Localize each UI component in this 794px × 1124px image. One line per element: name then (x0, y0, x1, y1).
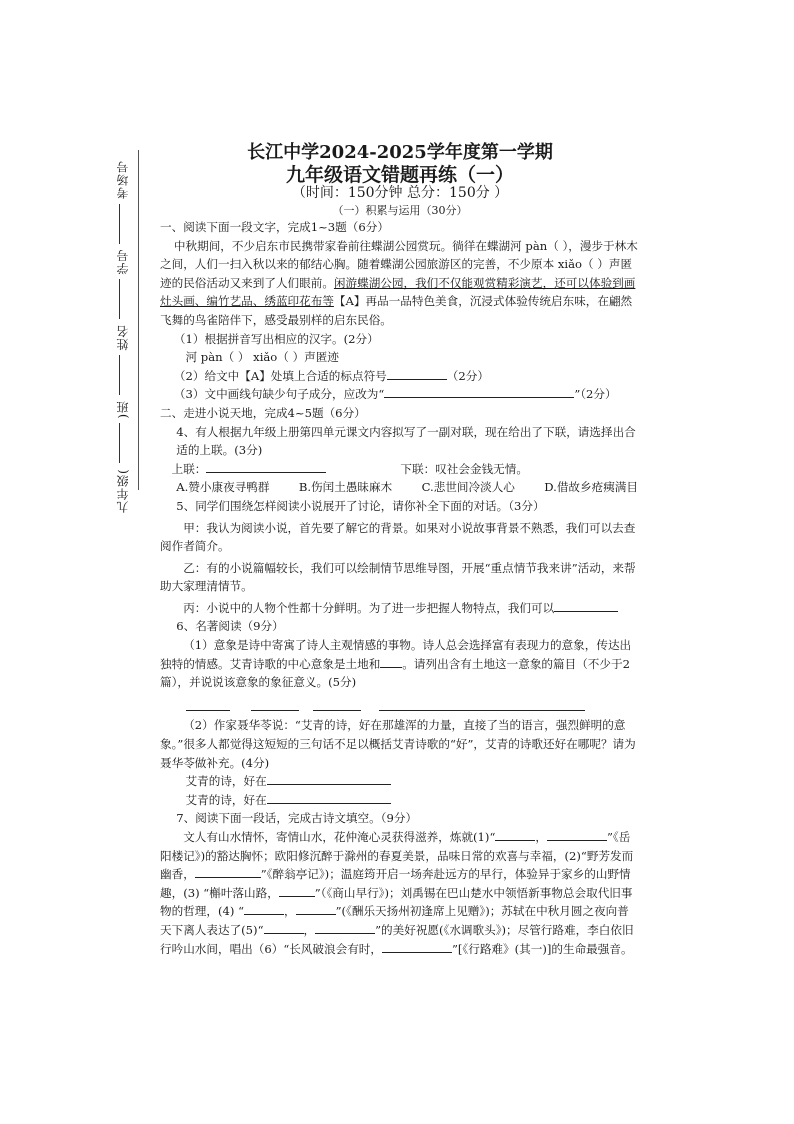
lower-couplet: 下联：叹社会金钱无情。 (400, 461, 528, 476)
dialogue-jia: 甲：我认为阅读小说，首先要了解它的背景。如果对小说故事背景不熟悉，我们可以去查阅作者简介。 (160, 520, 636, 554)
correction-blank[interactable] (384, 385, 574, 398)
exam-room-blank[interactable] (119, 204, 121, 244)
q6-sub2: （2）作家聂华苓说：“艾青的诗，好在那雄浑的力量，直接了当的语言，强烈鲜明的意象。”很多人都觉得这短短的三句话不足以概括艾青诗歌的“好”，艾青的诗歌还好在哪呢？请为聂华苓做补充。(4分) (160, 718, 636, 770)
poem-blank-1a[interactable] (495, 828, 535, 841)
time-score-info: （时间：150分钟 总分：150分 ） (291, 185, 509, 201)
poem-blank-4b[interactable] (296, 902, 336, 915)
title-blank-2[interactable] (251, 698, 299, 711)
name-label: 姓名 (116, 324, 130, 351)
imagery-blank[interactable] (380, 655, 402, 668)
underlined-sentence: 闲游蝶湖公园，我们不仅能观赏精彩演艺，还可以体验到画灶头画、编竹艺品、绣蓝印花布等 (160, 275, 636, 309)
exam-room-label: 考场号 (116, 160, 130, 199)
poem-blank-3[interactable] (279, 884, 315, 897)
poem-blank-2[interactable] (195, 865, 261, 878)
poem-blank-4a[interactable] (244, 902, 284, 915)
poem-blank-5a[interactable] (264, 921, 304, 934)
poem-blank-5b[interactable] (315, 921, 375, 934)
q6-sub1: （1）意象是诗中寄寓了诗人主观情感的事物。诗人总会选择富有表现力的意象，传达出独特的情感。艾青诗歌的中心意象是土地和 。请列出含有土地这一意象的篇目（不少于2篇），并说说该意象的象征意义。(5分) (160, 638, 632, 690)
option-a[interactable]: A.赞小康夜寻鸭群 (176, 480, 270, 495)
exam-title: 九年级语文错题再练（一） (285, 164, 514, 186)
grade-blank[interactable] (119, 423, 121, 463)
symbolism-blank[interactable] (379, 698, 585, 711)
poem-blank-6[interactable] (382, 940, 452, 953)
poem-blank-1b[interactable] (547, 828, 607, 841)
option-c[interactable]: C.悲世间冷淡人心 (421, 480, 515, 495)
q6-line2: 艾青的诗，好在 (160, 791, 638, 810)
q1-sub3: （3）文中画线句缺少句子成分，应改为“ ”（2分） (173, 387, 617, 402)
q5-prompt: 5、同学们围绕怎样阅读小说展开了讨论，请你补全下面的对话。（3分） (176, 498, 545, 513)
q7-heading: 7、阅读下面一段话，完成古诗文填空。（9分） (176, 811, 418, 826)
school-title: 长江中学2024-2025学年度第一学期 (247, 142, 553, 163)
student-info-strip (112, 160, 134, 513)
class-label: )班 (116, 399, 130, 419)
answer-blank-2[interactable] (267, 791, 391, 804)
title-blank-3[interactable] (313, 698, 361, 711)
grade-label: 九年级( (116, 468, 130, 513)
q7-passage: 文人有山水情怀，寄情山水，花仲淹心灵获得滋养，炼就(1)“ ， ”《岳阳楼记》)的豁达胸怀；欧阳修沉醉于滁州的春夏美景，品味日常的欢喜与幸福，(2)“野芳发而幽香， ”《醉翁亭记》)；温庭筠开启一场奔赴远方的早行，体验异于家乡的山野情趣，(3) “槲叶落山路， ”（《商山早行》)；刘禹锡在巴山楚水中领悟新事物总会取代旧事物的哲理，(4) “ ， ”(《酬乐天扬州初逢席上见赠》)；苏轼在中秋月圆之夜向普天下离人表达了(5)“ ， ”的美好祝愿(《水调歌头》)；尽管行路难，李白依旧行吟山水间，唱出（6）“长风破浪会有时， ”[《行路难》(其一)]的生命最强音。 (160, 830, 634, 956)
q2-heading: 二、走进小说天地，完成4~5题（6分） (160, 405, 366, 420)
title-blank-1[interactable] (186, 698, 230, 711)
upper-couplet-blank[interactable] (206, 460, 326, 473)
punctuation-blank[interactable] (387, 367, 447, 380)
section-heading: （一）积累与运用（30分） (332, 204, 468, 217)
q4-options (160, 478, 638, 497)
q6-sub1-answer-lines (160, 692, 638, 717)
q1-sub1-fill: 河 pàn（ ） xiǎo（ ）声匿迹 (185, 350, 339, 365)
q6-line1: 艾青的诗，好在 (160, 772, 638, 791)
name-blank[interactable] (119, 355, 121, 395)
student-id-label: 学号 (116, 248, 130, 275)
q1-sub2: （2）给文中【A】处填上合适的标点符号 （2分） (173, 368, 489, 383)
couplet-row: 上联： 下联：叹社会金钱无情。 (160, 460, 638, 479)
option-d[interactable]: D.借故乡疮痍满目 (544, 480, 638, 495)
q6-heading: 6、名著阅读（9分） (176, 619, 284, 634)
dialogue-yi: 乙：有的小说篇幅较长，我们可以绘制情节思维导图，开展“重点情节我来讲”活动，来帮助大家理清情节。 (160, 560, 636, 594)
q1-heading: 一、阅读下面一段文字，完成1~3题（6分） (160, 220, 389, 234)
dialogue-bing-blank[interactable] (554, 599, 618, 612)
exam-content (160, 218, 638, 958)
q1-passage: 中秋期间，不少启东市民携带家眷前往蝶湖公园赏玩。徜徉在蝶湖河 pàn（ ），漫步于林木之间，人们一扫入秋以来的郁结心胸。随着蝶湖公园旅游区的完善，不少原本 xiǎo（ ）声匿迹的民俗活动又来到了人们眼前。闲游蝶湖公园，我们不仅能观赏精彩演艺，还可以体验到画灶头画、编竹艺品、绣蓝印花布等【A】再品一品特色美食，沉浸式体验传统启东味，在翩然飞舞的鸟雀陪伴下，感受最别样的启东民俗。 (160, 238, 638, 327)
option-b[interactable]: B.伤闰土愚昧麻木 (298, 480, 393, 495)
student-id-blank[interactable] (119, 279, 121, 319)
answer-blank-1[interactable] (267, 772, 391, 785)
q1-sub1: （1）根据拼音写出相应的汉字。(2分） (173, 331, 379, 346)
dialogue-bing: 丙：小说中的人物个性都十分鲜明。为了进一步把握人物特点，我们可以 (160, 599, 638, 618)
q4-prompt: 4、有人根据九年级上册第四单元课文内容拟写了一副对联，现在给出了下联，请选择出合适的上联。(3分) (176, 424, 636, 458)
